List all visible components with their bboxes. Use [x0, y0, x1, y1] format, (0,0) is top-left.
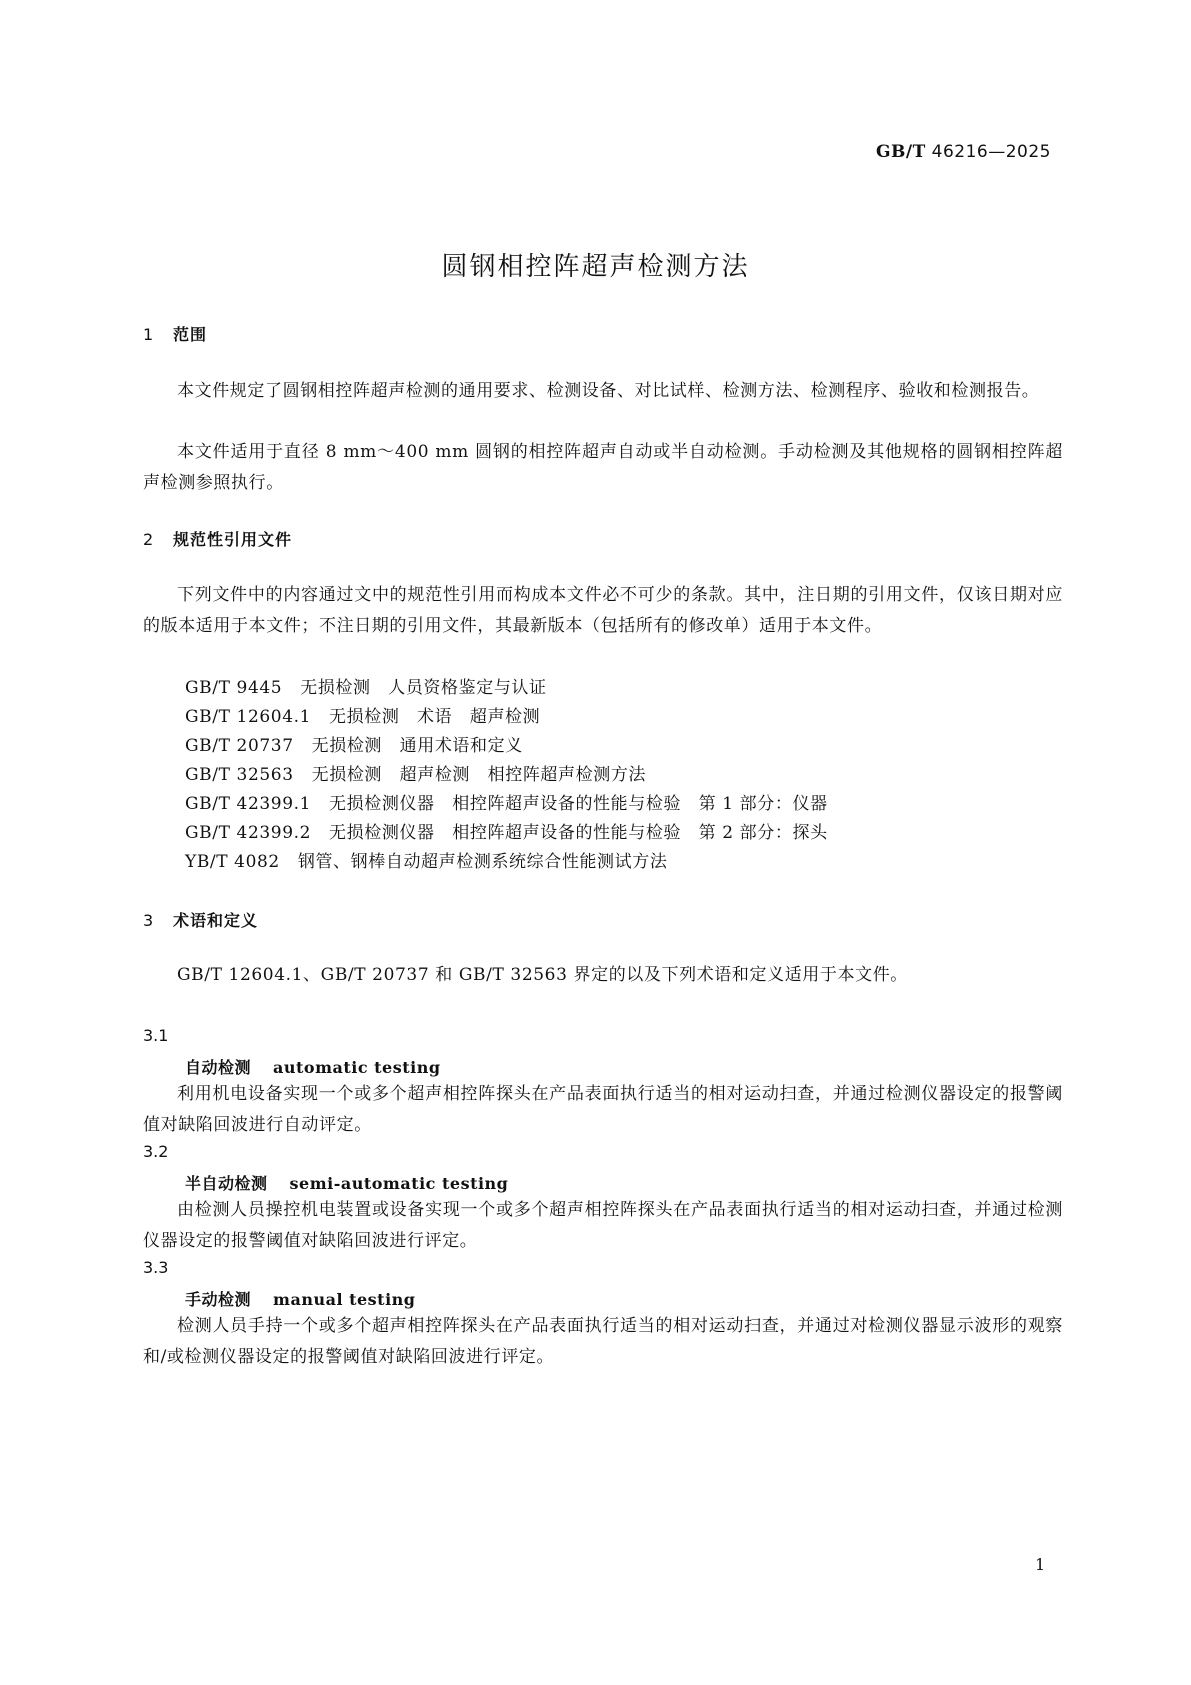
document-title: 圆钢相控阵超声检测方法 [441, 252, 750, 282]
page-number: 1 [1035, 1555, 1046, 1574]
section-heading-normative [143, 527, 292, 550]
scope-paragraph-2: 本文件适用于直径 8 mm～400 mm 圆钢的相控阵超声自动或半自动检测。手动检测及其他规格的圆钢相控阵超声检测参照执行。 [143, 442, 1063, 493]
section-title: 术语和定义 [173, 911, 259, 930]
reference-code: YB/T 4082 [185, 852, 280, 872]
reference-title: 无损检测 术语 超声检测 [329, 707, 541, 727]
section-number: 2 [143, 530, 155, 549]
reference-code: GB/T 32563 [185, 765, 294, 785]
term-heading [185, 1171, 508, 1194]
term-definition: 由检测人员操控机电装置或设备实现一个或多个超声相控阵探头在产品表面执行适当的相对运动扫查，并通过检测仪器设定的报警阈值对缺陷回波进行评定。 [143, 1200, 1063, 1251]
reference-code: GB/T 9445 [185, 678, 283, 698]
term-number: 3.2 [143, 1142, 169, 1161]
reference-item [185, 847, 667, 872]
scope-paragraph-1: 本文件规定了圆钢相控阵超声检测的通用要求、检测设备、对比试样、检测方法、检测程序、验收和检测报告。 [177, 381, 1040, 401]
section-heading-scope [143, 322, 207, 345]
reference-code: GB/T 42399.1 [185, 794, 312, 814]
normative-intro: 下列文件中的内容通过文中的规范性引用而构成本文件必不可少的条款。其中，注日期的引用文件，仅该日期对应的版本适用于本文件；不注日期的引用文件，其最新版本（包括所有的修改单）适用于本文件。 [143, 585, 1063, 636]
term-heading [185, 1287, 415, 1310]
section-title: 规范性引用文件 [173, 530, 293, 549]
term-en: semi-automatic testing [289, 1174, 509, 1193]
reference-code: GB/T 12604.1 [185, 707, 312, 727]
term-zh: 手动检测 [185, 1290, 252, 1309]
term-number: 3.3 [143, 1258, 169, 1277]
section-number: 3 [143, 911, 155, 930]
reference-item [185, 818, 828, 843]
standard-code [876, 142, 1051, 162]
reference-item [185, 673, 547, 698]
term-heading [185, 1055, 441, 1078]
reference-title: 无损检测 超声检测 相控阵超声检测方法 [311, 765, 647, 785]
standard-prefix: GB/T [876, 142, 926, 162]
reference-code: GB/T 20737 [185, 736, 294, 756]
term-zh: 自动检测 [185, 1058, 252, 1077]
reference-item [185, 789, 828, 814]
section-heading-terms [143, 908, 258, 931]
reference-title: 无损检测仪器 相控阵超声设备的性能与检验 第 1 部分：仪器 [329, 794, 828, 814]
term-en: automatic testing [273, 1058, 441, 1077]
section-title: 范围 [173, 325, 208, 344]
term-number: 3.1 [143, 1026, 169, 1045]
term-definition: 检测人员手持一个或多个超声相控阵探头在产品表面执行适当的相对运动扫查，并通过对检测仪器显示波形的观察和/或检测仪器设定的报警阈值对缺陷回波进行评定。 [143, 1316, 1063, 1367]
reference-code: GB/T 42399.2 [185, 823, 312, 843]
reference-item [185, 702, 540, 727]
reference-item [185, 731, 523, 756]
reference-title: 无损检测仪器 相控阵超声设备的性能与检验 第 2 部分：探头 [329, 823, 828, 843]
reference-title: 钢管、钢棒自动超声检测系统综合性能测试方法 [297, 852, 668, 872]
terms-intro: GB/T 12604.1、GB/T 20737 和 GB/T 32563 界定的以及下列术语和定义适用于本文件。 [177, 965, 908, 985]
section-number: 1 [143, 325, 155, 344]
reference-item [185, 760, 646, 785]
term-definition: 利用机电设备实现一个或多个超声相控阵探头在产品表面执行适当的相对运动扫查，并通过检测仪器设定的报警阈值对缺陷回波进行自动评定。 [143, 1084, 1063, 1135]
reference-title: 无损检测 人员资格鉴定与认证 [300, 678, 547, 698]
reference-title: 无损检测 通用术语和定义 [311, 736, 523, 756]
term-zh: 半自动检测 [185, 1174, 268, 1193]
standard-number: 46216—2025 [931, 142, 1051, 162]
term-en: manual testing [273, 1290, 416, 1309]
